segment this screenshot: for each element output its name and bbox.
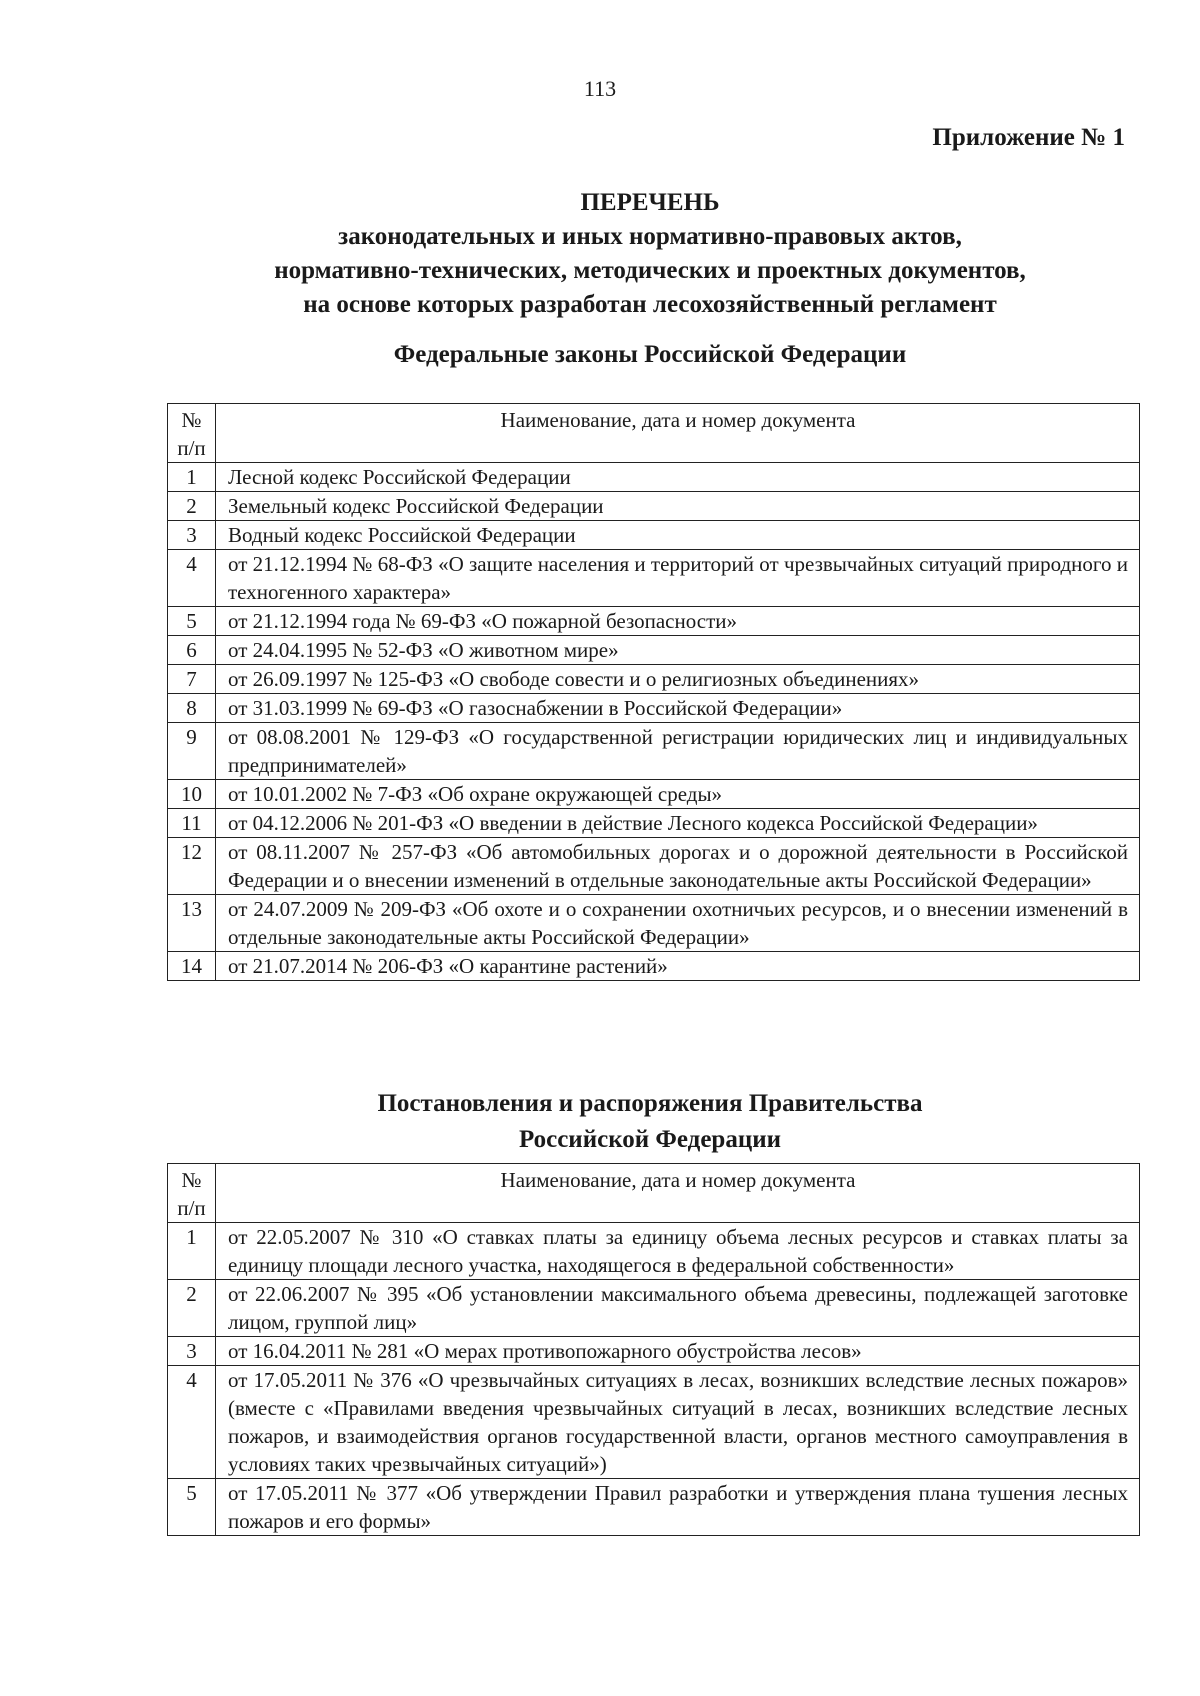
table-row: [168, 1479, 1140, 1536]
document-title-block: [130, 186, 1170, 322]
row-number: 5: [168, 607, 216, 636]
table-row: [168, 521, 1140, 550]
row-number: 9: [168, 723, 216, 780]
header-num-line: №: [181, 408, 202, 432]
table-row: [168, 550, 1140, 607]
document-subtitle-line: нормативно-технических, методических и проектных документов,: [274, 257, 1026, 284]
section-title-line: Российской Федерации: [518, 1126, 782, 1153]
row-number: 3: [168, 1337, 216, 1366]
table-row: [168, 1223, 1140, 1280]
header-num-line: п/п: [177, 436, 206, 460]
row-number: 5: [168, 1479, 216, 1536]
row-number: 14: [168, 952, 216, 981]
section-title-federal-laws: [140, 337, 1160, 373]
table-row: [168, 809, 1140, 838]
row-text: от 08.08.2001 № 129-ФЗ «О государственной регистрации юридических лиц и индивидуальных предпринимателей»: [216, 723, 1140, 780]
row-text: Земельный кодекс Российской Федерации: [216, 492, 1140, 521]
row-text: от 26.09.1997 № 125-ФЗ «О свободе совести и о религиозных объединениях»: [216, 665, 1140, 694]
row-text: от 16.04.2011 № 281 «О мерах противопожарного обустройства лесов»: [216, 1337, 1140, 1366]
row-text: от 21.12.1994 года № 69-ФЗ «О пожарной безопасности»: [216, 607, 1140, 636]
document-subtitle-line: законодательных и иных нормативно-правовых актов,: [338, 223, 962, 250]
table-row: [168, 895, 1140, 952]
row-text: Лесной кодекс Российской Федерации: [216, 463, 1140, 492]
table-row: [168, 636, 1140, 665]
row-text: от 22.06.2007 № 395 «Об установлении максимального объема древесины, подлежащей заготовке лицом, группой лиц»: [216, 1280, 1140, 1337]
row-number: 1: [168, 1223, 216, 1280]
government-decrees-table: [167, 1163, 1140, 1536]
table-row: [168, 723, 1140, 780]
row-number: 7: [168, 665, 216, 694]
row-text: от 24.04.1995 № 52-ФЗ «О животном мире»: [216, 636, 1140, 665]
row-number: 4: [168, 1366, 216, 1479]
row-number: 2: [168, 492, 216, 521]
section-title-line: Федеральные законы Российской Федерации: [393, 341, 907, 368]
row-text: от 10.01.2002 № 7-ФЗ «Об охране окружающей среды»: [216, 780, 1140, 809]
header-name-cell: Наименование, дата и номер документа: [216, 404, 1140, 463]
document-subtitle-line: на основе которых разработан лесохозяйственный регламент: [303, 291, 997, 318]
row-text: от 17.05.2011 № 377 «Об утверждении Правил разработки и утверждения плана тушения лесных пожаров и его формы»: [216, 1479, 1140, 1536]
header-num-line: №: [181, 1168, 202, 1192]
table-row: [168, 694, 1140, 723]
row-number: 8: [168, 694, 216, 723]
section-title-government-decrees: [140, 1086, 1160, 1158]
table-header-row: [168, 1164, 1140, 1223]
row-number: 6: [168, 636, 216, 665]
document-title: ПЕРЕЧЕНЬ: [580, 189, 720, 216]
appendix-label: Приложение № 1: [932, 124, 1125, 151]
page-number: 113: [583, 76, 617, 101]
row-number: 2: [168, 1280, 216, 1337]
row-text: от 31.03.1999 № 69-ФЗ «О газоснабжении в Российской Федерации»: [216, 694, 1140, 723]
row-number: 12: [168, 838, 216, 895]
table-row: [168, 607, 1140, 636]
row-text: от 04.12.2006 № 201-ФЗ «О введении в действие Лесного кодекса Российской Федерации»: [216, 809, 1140, 838]
row-number: 11: [168, 809, 216, 838]
table-row: [168, 1337, 1140, 1366]
row-number: 4: [168, 550, 216, 607]
row-number: 1: [168, 463, 216, 492]
row-text: от 17.05.2011 № 376 «О чрезвычайных ситуациях в лесах, возникших вследствие лесных пожаров» (вместе с «Правилами введения чрезвычайных ситуаций в лесах, возникших вследствие лесных пожаров, и взаимодействия органов государственной власти, органов местного самоуправления в условиях таких чрезвычайных ситуаций»): [216, 1366, 1140, 1479]
table-header-row: [168, 404, 1140, 463]
row-text: от 24.07.2009 № 209-ФЗ «Об охоте и о сохранении охотничьих ресурсов, и о внесении изменений в отдельные законодательные акты Российской Федерации»: [216, 895, 1140, 952]
row-text: от 08.11.2007 № 257-ФЗ «Об автомобильных дорогах и о дорожной деятельности в Российской Федерации и о внесении изменений в отдельные законодательные акты Российской Федерации»: [216, 838, 1140, 895]
table-row: [168, 665, 1140, 694]
header-num-line: п/п: [177, 1196, 206, 1220]
header-num-cell: [168, 404, 216, 463]
header-name-cell: Наименование, дата и номер документа: [216, 1164, 1140, 1223]
table-row: [168, 492, 1140, 521]
header-num-cell: [168, 1164, 216, 1223]
table-row: [168, 952, 1140, 981]
table-row: [168, 1280, 1140, 1337]
table-row: [168, 780, 1140, 809]
row-number: 10: [168, 780, 216, 809]
table-row: [168, 838, 1140, 895]
section-title-line: Постановления и распоряжения Правительства: [377, 1090, 923, 1117]
row-number: 13: [168, 895, 216, 952]
federal-laws-table: [167, 403, 1140, 981]
table-row: [168, 463, 1140, 492]
row-text: от 21.12.1994 № 68-ФЗ «О защите населения и территорий от чрезвычайных ситуаций природного и техногенного характера»: [216, 550, 1140, 607]
table-row: [168, 1366, 1140, 1479]
row-text: от 21.07.2014 № 206-ФЗ «О карантине растений»: [216, 952, 1140, 981]
row-text: Водный кодекс Российской Федерации: [216, 521, 1140, 550]
row-text: от 22.05.2007 № 310 «О ставках платы за единицу объема лесных ресурсов и ставках платы за единицу площади лесного участка, находящегося в федеральной собственности»: [216, 1223, 1140, 1280]
row-number: 3: [168, 521, 216, 550]
